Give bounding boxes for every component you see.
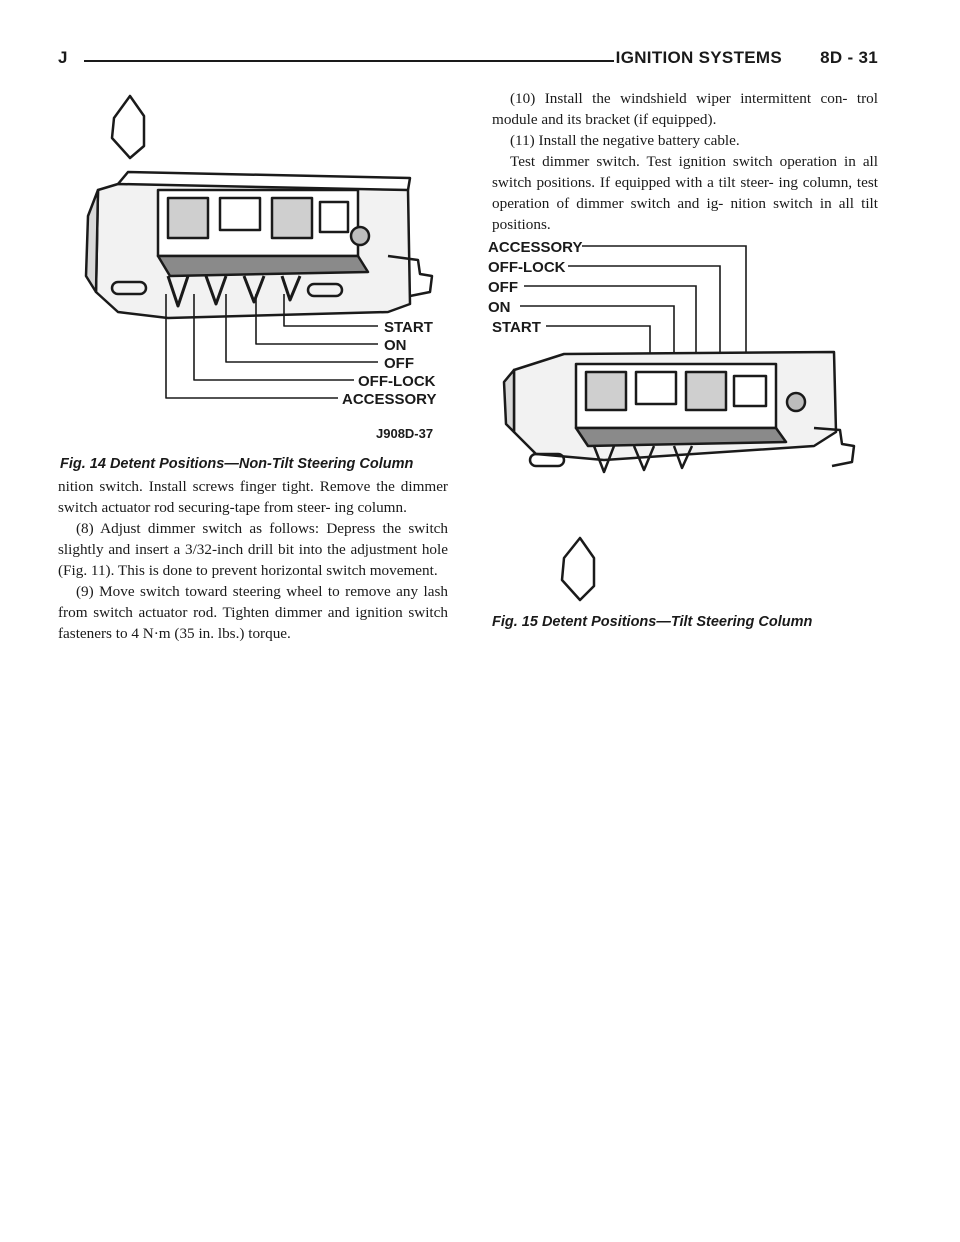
fig15-label-off-lock: OFF-LOCK <box>488 259 566 276</box>
page-number: 8D - 31 <box>820 48 878 67</box>
fig14-code: J908D-37 <box>376 426 434 441</box>
fig15-label-on: ON <box>488 299 511 316</box>
figure-15-caption: Fig. 15 Detent Positions—Tilt Steering Column <box>492 614 813 630</box>
figure-14 <box>58 86 450 476</box>
direction-arrow-icon <box>562 538 594 600</box>
fig14-label-off-lock: OFF-LOCK <box>358 373 436 390</box>
fig14-label-off: OFF <box>384 355 414 372</box>
page-header <box>58 44 878 72</box>
section-letter: J <box>58 48 68 67</box>
section-title: IGNITION SYSTEMS <box>615 48 782 67</box>
right-paragraph-1: (10) Install the windshield wiper intermittent con- trol module and its bracket (if equipped). <box>492 90 878 128</box>
fig15-label-start: START <box>492 319 541 336</box>
fig15-label-off: OFF <box>488 279 518 296</box>
right-column <box>492 88 878 235</box>
header-rule <box>84 60 614 62</box>
figure-15-illustration <box>484 232 880 612</box>
figure-14-illustration <box>58 86 450 456</box>
fig14-label-on: ON <box>384 337 407 354</box>
fig14-label-start: START <box>384 319 433 336</box>
direction-arrow-icon <box>112 96 144 158</box>
left-column <box>58 476 448 644</box>
fig15-label-accessory: ACCESSORY <box>488 239 583 256</box>
figure-15 <box>484 232 880 636</box>
left-paragraph-3: (9) Move switch toward steering wheel to remove any lash from switch actuator rod. Tighten dimmer and ignition switch fasteners to 4 N·m (35 in. lbs.) torque. <box>58 583 448 642</box>
right-paragraph-3: Test dimmer switch. Test ignition switch operation in all switch positions. If equipped with a tilt steer- ing column, test operation of dimmer switch and ig- nition switch in all tilt positions. <box>492 153 878 233</box>
figure-14-caption: Fig. 14 Detent Positions—Non-Tilt Steering Column <box>60 456 414 472</box>
right-paragraph-2: (11) Install the negative battery cable. <box>510 132 740 149</box>
left-paragraph-2: (8) Adjust dimmer switch as follows: Depress the switch slightly and insert a 3/32-inch drill bit into the adjustment hole (Fig. 11). This is done to prevent horizontal switch movement. <box>58 520 448 579</box>
left-paragraph-1: nition switch. Install screws finger tight. Remove the dimmer switch actuator rod securing-tape from steer- ing column. <box>58 478 448 516</box>
fig14-label-accessory: ACCESSORY <box>342 391 437 408</box>
